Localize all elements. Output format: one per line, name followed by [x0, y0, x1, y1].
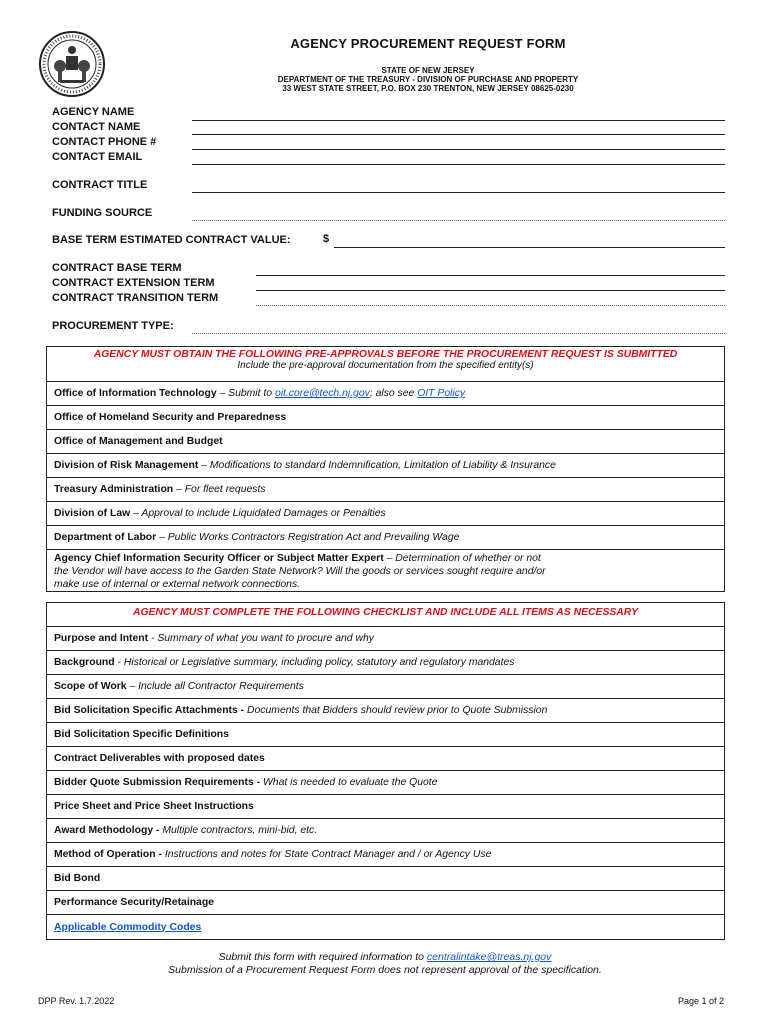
central-intake-email-link[interactable]: centralintake@treas.nj.gov	[426, 951, 552, 963]
checklist-row	[47, 771, 724, 795]
preapprovals-heading: AGENCY MUST OBTAIN THE FOLLOWING PRE-APPROVALS BEFORE THE PROCUREMENT REQUEST IS SUBMITTED	[93, 349, 678, 360]
checklist-row	[47, 627, 724, 651]
checklist-label: Bid Solicitation Specific Definitions	[54, 729, 229, 740]
contact-email-label: CONTACT EMAIL	[52, 151, 143, 163]
checklist-label: Contract Deliverables with proposed dates	[54, 753, 265, 764]
preapproval-label: Treasury Administration	[54, 484, 174, 495]
funding-source-field[interactable]	[192, 220, 725, 221]
checklist-row	[47, 747, 724, 771]
contact-name-label: CONTACT NAME	[52, 121, 141, 133]
preapproval-desc: – Public Works Contractors Registration Act and Prevailing Wage	[156, 532, 460, 543]
checklist-desc: - Summary of what you want to procure and why	[148, 633, 374, 644]
procurement-type-label: PROCUREMENT TYPE:	[52, 320, 174, 332]
form-title: AGENCY PROCUREMENT REQUEST FORM	[290, 36, 566, 51]
checklist-row	[47, 699, 724, 723]
oit-policy-link[interactable]: OIT Policy	[417, 388, 466, 399]
contact-phone-label: CONTACT PHONE #	[52, 136, 157, 148]
preapproval-row	[47, 478, 724, 502]
checklist-row	[47, 675, 724, 699]
checklist-row	[47, 723, 724, 747]
funding-source-label: FUNDING SOURCE	[52, 207, 153, 219]
checklist-label: Price Sheet and Price Sheet Instructions	[54, 801, 254, 812]
preapproval-desc: – For fleet requests	[173, 484, 266, 495]
preapproval-desc: – Modifications to standard Indemnification, Limitation of Liability & Insurance	[198, 460, 556, 471]
preapproval-label: Division of Law	[54, 508, 131, 519]
procurement-type-field[interactable]	[192, 333, 725, 334]
currency-symbol: $	[323, 233, 330, 245]
checklist-row	[47, 843, 724, 867]
checklist-row	[47, 819, 724, 843]
preapproval-row-ciso	[47, 550, 724, 591]
agency-name-label: AGENCY NAME	[52, 106, 135, 118]
revision-label: DPP Rev. 1.7.2022	[38, 996, 115, 1006]
checklist-label: Bid Solicitation Specific Attachments -	[54, 705, 245, 716]
oit-desc-2: ; also see	[369, 388, 418, 399]
submit-text: Submit this form with required information to	[218, 951, 427, 963]
preapproval-row	[47, 406, 724, 430]
commodity-codes-link[interactable]: Applicable Commodity Codes	[54, 921, 202, 933]
checklist-label: Bid Bond	[54, 873, 101, 884]
preapproval-row-oit	[47, 382, 724, 406]
agency-name-field[interactable]	[192, 120, 725, 121]
checklist-label: Scope of Work	[54, 681, 127, 692]
base-term-value-label: BASE TERM ESTIMATED CONTRACT VALUE:	[52, 234, 291, 246]
checklist-row-commodity	[47, 915, 724, 939]
preapprovals-table	[46, 346, 725, 592]
department-name: DEPARTMENT OF THE TREASURY - DIVISION OF PURCHASE AND PROPERTY	[277, 75, 579, 84]
state-name: STATE OF NEW JERSEY	[381, 66, 475, 75]
checklist-desc: - Historical or Legislative summary, including policy, statutory and regulatory mandates	[114, 657, 515, 668]
contract-base-term-field[interactable]	[256, 275, 725, 276]
state-seal-icon	[38, 30, 106, 98]
department-address: 33 WEST STATE STREET, P.O. BOX 230 TRENTON, NEW JERSEY 08625-0230	[282, 84, 574, 93]
checklist-label: Bidder Quote Submission Requirements -	[54, 777, 261, 788]
oit-desc: – Submit to	[216, 388, 275, 399]
checklist-label: Background	[54, 657, 115, 668]
contract-title-label: CONTRACT TITLE	[52, 179, 148, 191]
submit-note	[0, 951, 770, 963]
checklist-desc: What is needed to evaluate the Quote	[260, 777, 438, 788]
preapproval-label: Department of Labor	[54, 532, 157, 543]
contract-base-term-label: CONTRACT BASE TERM	[52, 262, 182, 274]
oit-label: Office of Information Technology	[54, 388, 217, 399]
checklist-row	[47, 891, 724, 915]
checklist-label: Performance Security/Retainage	[54, 897, 214, 908]
preapproval-label: Office of Management and Budget	[54, 436, 223, 447]
contract-transition-term-field[interactable]	[256, 305, 725, 306]
contract-title-field[interactable]	[192, 192, 725, 193]
checklist-label: Award Methodology -	[54, 825, 160, 836]
oit-email-link[interactable]: oit.core@tech.nj.gov	[274, 388, 370, 399]
preapproval-row	[47, 502, 724, 526]
checklist-table	[46, 602, 725, 940]
checklist-desc: Documents that Bidders should review prior to Quote Submission	[244, 705, 548, 716]
ciso-label: Agency Chief Information Security Officer or Subject Matter Expert	[54, 553, 384, 564]
contact-name-field[interactable]	[192, 134, 725, 135]
checklist-header	[47, 603, 724, 627]
preapprovals-header	[47, 347, 724, 382]
checklist-label: Purpose and Intent	[54, 633, 149, 644]
preapproval-row	[47, 526, 724, 550]
checklist-desc: Instructions and notes for State Contract Manager and / or Agency Use	[161, 849, 492, 860]
checklist-desc: – Include all Contractor Requirements	[126, 681, 304, 692]
contract-extension-term-label: CONTRACT EXTENSION TERM	[52, 277, 215, 289]
preapproval-row	[47, 430, 724, 454]
contract-extension-term-field[interactable]	[256, 290, 725, 291]
preapproval-label: Division of Risk Management	[54, 460, 199, 471]
checklist-heading: AGENCY MUST COMPLETE THE FOLLOWING CHECKLIST AND INCLUDE ALL ITEMS AS NECESSARY	[132, 607, 639, 618]
ciso-desc-3: make use of internal or external network connections.	[54, 579, 301, 590]
page-number: Page 1 of 2	[677, 996, 724, 1006]
checklist-row	[47, 867, 724, 891]
contact-email-field[interactable]	[192, 164, 725, 165]
ciso-desc-1: – Determination of whether or not	[383, 553, 541, 564]
checklist-desc: Multiple contractors, mini-bid, etc.	[159, 825, 318, 836]
base-term-value-field[interactable]	[334, 247, 725, 248]
contact-phone-field[interactable]	[192, 149, 725, 150]
preapproval-label: Office of Homeland Security and Preparedness	[54, 412, 287, 423]
checklist-label: Method of Operation -	[54, 849, 162, 860]
contract-transition-term-label: CONTRACT TRANSITION TERM	[52, 292, 219, 304]
disclaimer: Submission of a Procurement Request Form does not represent approval of the specification.	[168, 964, 602, 976]
ciso-desc-2: the Vendor will have access to the Garden State Network? Will the goods or services sought require and/or	[54, 566, 546, 577]
preapproval-desc: – Approval to include Liquidated Damages or Penalties	[130, 508, 386, 519]
checklist-row	[47, 795, 724, 819]
preapprovals-subheading: Include the pre-approval documentation from the specified entity(s)	[237, 360, 534, 371]
checklist-row	[47, 651, 724, 675]
preapproval-row	[47, 454, 724, 478]
